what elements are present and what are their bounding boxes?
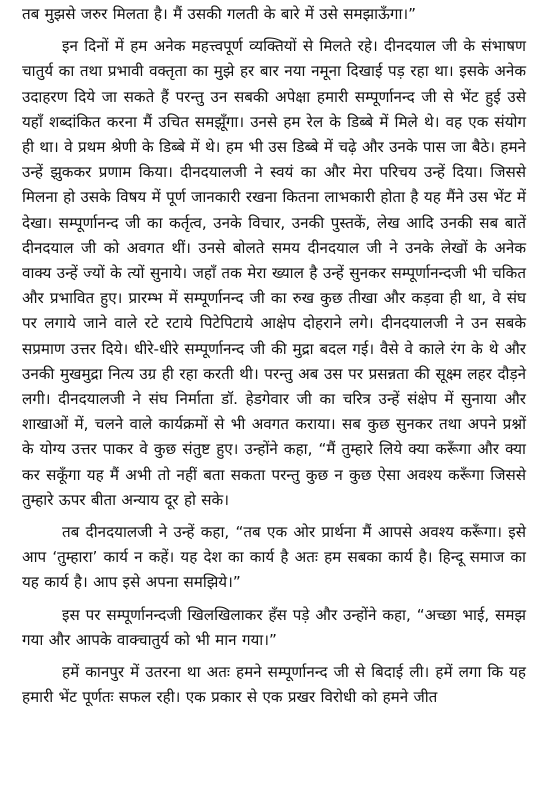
paragraph: तब मुझसे जरुर मिलता है। मैं उसकी गलती के बारे में उसे समझाऊँगा।” xyxy=(22,5,417,23)
paragraph: तब दीनदयालजी ने उन्हें कहा, “तब एक ओर प्रार्थना मैं आपसे अवश्य करूँगा। इसे आप ‘तुम्हारा’ कार्य न कहें। यह देश का कार्य है अतः हम सबका कार्य है। हिन्दू समाज का यह कार्य है। आप इसे अपना समझिये।” xyxy=(22,523,526,592)
paragraph: हमें कानपुर में उतरना था अतः हमने सम्पूर्णानन्द जी से बिदाई ली। हमें लगा कि यह हमारी भेंट पूर्णतः सफल रही। एक प्रकार से एक प्रखर विरोधी को हमने जीत xyxy=(22,663,526,707)
paragraph: इस पर सम्पूर्णानन्दजी खिलखिलाकर हँस पड़े और उन्होंने कहा, “अच्छा भाई, समझ गया और आपके वाक्चातुर्य को भी मान गया।” xyxy=(22,605,526,649)
paragraph: इन दिनों में हम अनेक महत्त्वपूर्ण व्यक्तियों से मिलते रहे। दीनदयाल जी के संभाषण चातुर्य का तथा प्रभावी वक्तृता का मुझे हर बार नया नमूना दिखाई पड़ रहा था। इसके अनेक उदाहरण दिये जा सकते हैं परन्तु उन सबकी अपेक्षा हमारी सम्पूर्णानन्द जी से भेंट हुई उसे यहाँ शब्दांकित करना मैं उचित समझूँगा। उनसे हम रेल के डिब्बे में मिले थे। वह एक संयोग ही था। वे प्रथम श्रेणी के डिब्बे में थे। हम भी उस डिब्बे में चढ़े और उनके पास जा बैठे। हमने उन्हें झुककर प्रणाम किया। दीनदयालजी ने स्वयं का और मेरा परिचय उन्हें दिया। जिससे मिलना हो उसके विषय में पूर्ण जानकारी रखना कितना लाभकारी होता है यह मैंने उस भेंट में देखा। सम्पूर्णानन्द जी का कर्तृत्व, उनके विचार, उनकी पुस्तकें, लेख आदि उनकी सब बातें दीनदयाल जी को अवगत थीं। उनसे बोलते समय दीनदयाल जी ने उनके लेखों के अनेक वाक्य उन्हें ज्यों के त्यों सुनाये। जहाँ तक मेरा ख्याल है उन्हें सुनकर सम्पूर्णानन्दजी भी चकित और प्रभावित हुए। प्रारम्भ में सम्पूर्णानन्द जी का रुख कुछ तीखा और कड़वा ही था, वे संघ पर लगाये जाने वाले रटे रटाये पिटेपिटाये आक्षेप दोहराने लगे। दीनदयालजी ने उन सबके सप्रमाण उत्तर दिये। धीरे-धीरे सम्पूर्णानन्द जी की मुद्रा बदल गई। वैसे वे काले रंग के थे और उनकी मुखमुद्रा नित्य उग्र ही रहा करती थी। परन्तु अब उस पर प्रसन्नता की सूक्ष्म लहर दौड़ने लगी। दीनदयालजी ने संघ निर्माता डॉ. हेडगेवार जी का चरित्र उन्हें संक्षेप में सुनाया और शाखाओं में, चलने वाले कार्यक्रमों से भी अवगत कराया। सब कुछ सुनकर तथा अपने प्रश्नों के योग्य उत्तर पाकर वे कुछ संतुष्ट हुए। उन्होंने कहा, “मैं तुम्हारे लिये क्या करूँगा और क्या कर सकूँगा यह मैं अभी तो नहीं बता सकता परन्तु कुछ न कुछ ऐसा अवश्य करूँगा जिससे तुम्हारे ऊपर बीता अन्याय दूर हो सके। xyxy=(22,37,526,509)
